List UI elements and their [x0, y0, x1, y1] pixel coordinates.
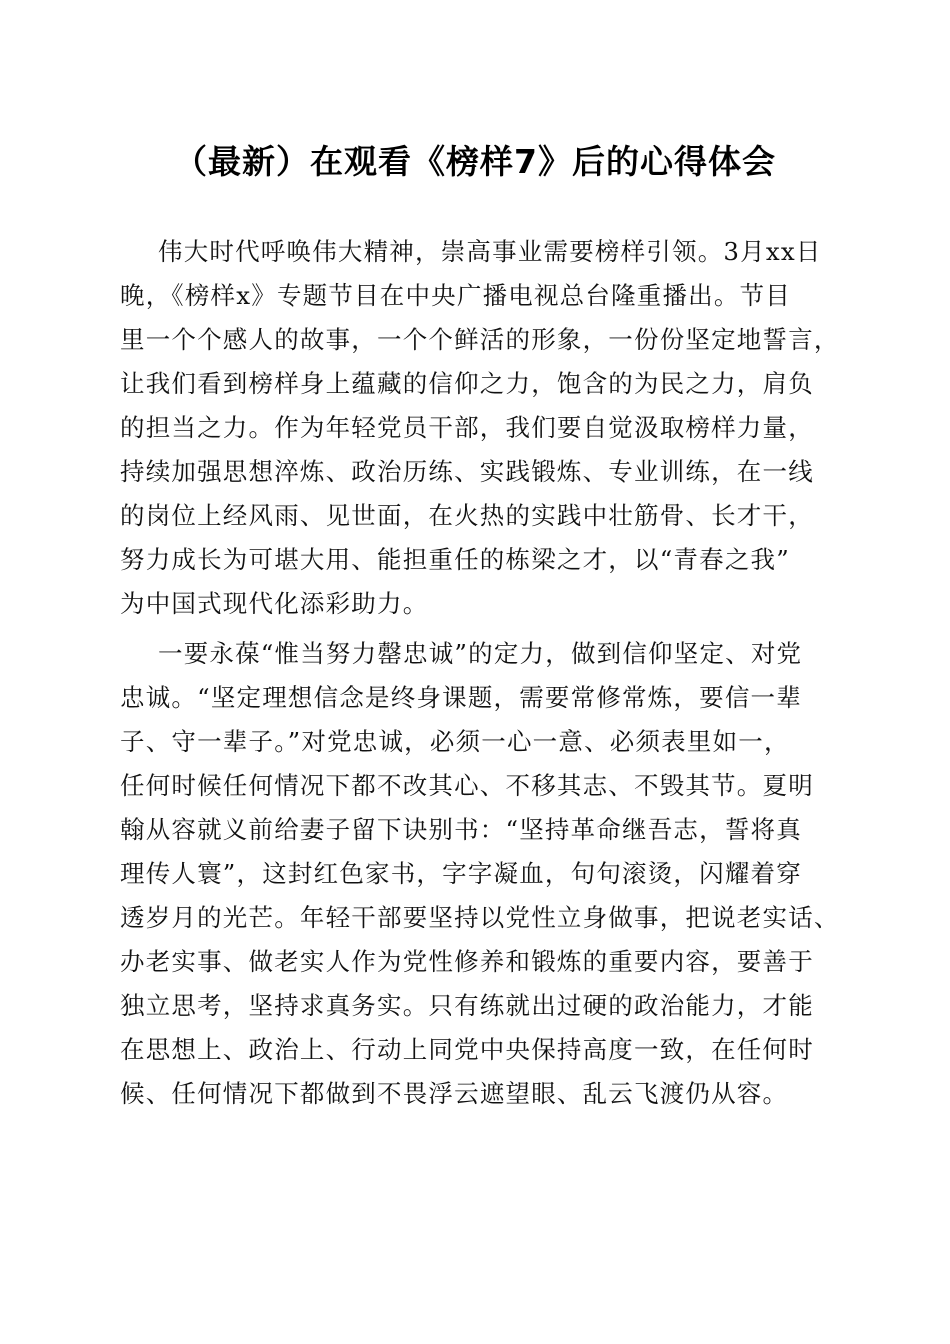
paragraph-2-line-4: 任何时候任何情况下都不改其心、不移其志、不毁其节。夏明: [120, 771, 814, 800]
document-title: （最新）在观看《榜样7》后的心得体会: [174, 142, 776, 181]
paragraph-2-line-2: 忠诚。“坚定理想信念是终身课题，需要常修常炼，要信一辈: [120, 683, 802, 712]
paragraph-1-line-8: 努力成长为可堪大用、能担重任的栋梁之才，以“青春之我”: [120, 545, 790, 574]
paragraph-1-line-1: 伟大时代呼唤伟大精神，崇高事业需要榜样引领。3月xx日: [158, 237, 822, 266]
paragraph-2-line-6: 理传人寰”，这封红色家书，字字凝血，句句滚烫，闪耀着穿: [120, 859, 802, 888]
paragraph-1-line-3: 里一个个感人的故事，一个个鲜活的形象，一份份坚定地誓言，: [120, 325, 840, 354]
paragraph-1-line-2: 晚，《榜样x》专题节目在中央广播电视总台隆重播出。节目: [120, 281, 791, 310]
paragraph-1-line-9: 为中国式现代化添彩助力。: [120, 589, 429, 618]
paragraph-2-line-10: 在思想上、政治上、行动上同党中央保持高度一致，在任何时: [120, 1035, 814, 1064]
paragraph-2-line-7: 透岁月的光芒。年轻干部要坚持以党性立身做事，把说老实话、: [120, 903, 840, 932]
paragraph-2-line-5: 翰从容就义前给妻子留下诀别书：“坚持革命继吾志，誓将真: [120, 815, 802, 844]
paragraph-1-line-4: 让我们看到榜样身上蕴藏的信仰之力，饱含的为民之力，肩负: [120, 369, 814, 398]
paragraph-1-line-7: 的岗位上经风雨、见世面，在火热的实践中壮筋骨、长才干，: [120, 501, 814, 530]
paragraph-2-line-8: 办老实事、做老实人作为党性修养和锻炼的重要内容，要善于: [120, 947, 814, 976]
paragraph-1-line-5: 的担当之力。作为年轻党员干部，我们要自觉汲取榜样力量，: [120, 413, 814, 442]
paragraph-2-line-11: 候、任何情况下都做到不畏浮云遮望眼、乱云飞渡仍从容。: [120, 1079, 789, 1108]
paragraph-2-line-1: 一要永葆“惟当努力罄忠诚”的定力，做到信仰坚定、对党: [158, 639, 803, 668]
paragraph-1-line-6: 持续加强思想淬炼、政治历练、实践锻炼、专业训练，在一线: [120, 457, 814, 486]
paragraph-2-line-3: 子、守一辈子。”对党忠诚，必须一心一意、必须表里如一，: [120, 727, 790, 756]
paragraph-2-line-9: 独立思考，坚持求真务实。只有练就出过硬的政治能力，才能: [120, 991, 814, 1020]
